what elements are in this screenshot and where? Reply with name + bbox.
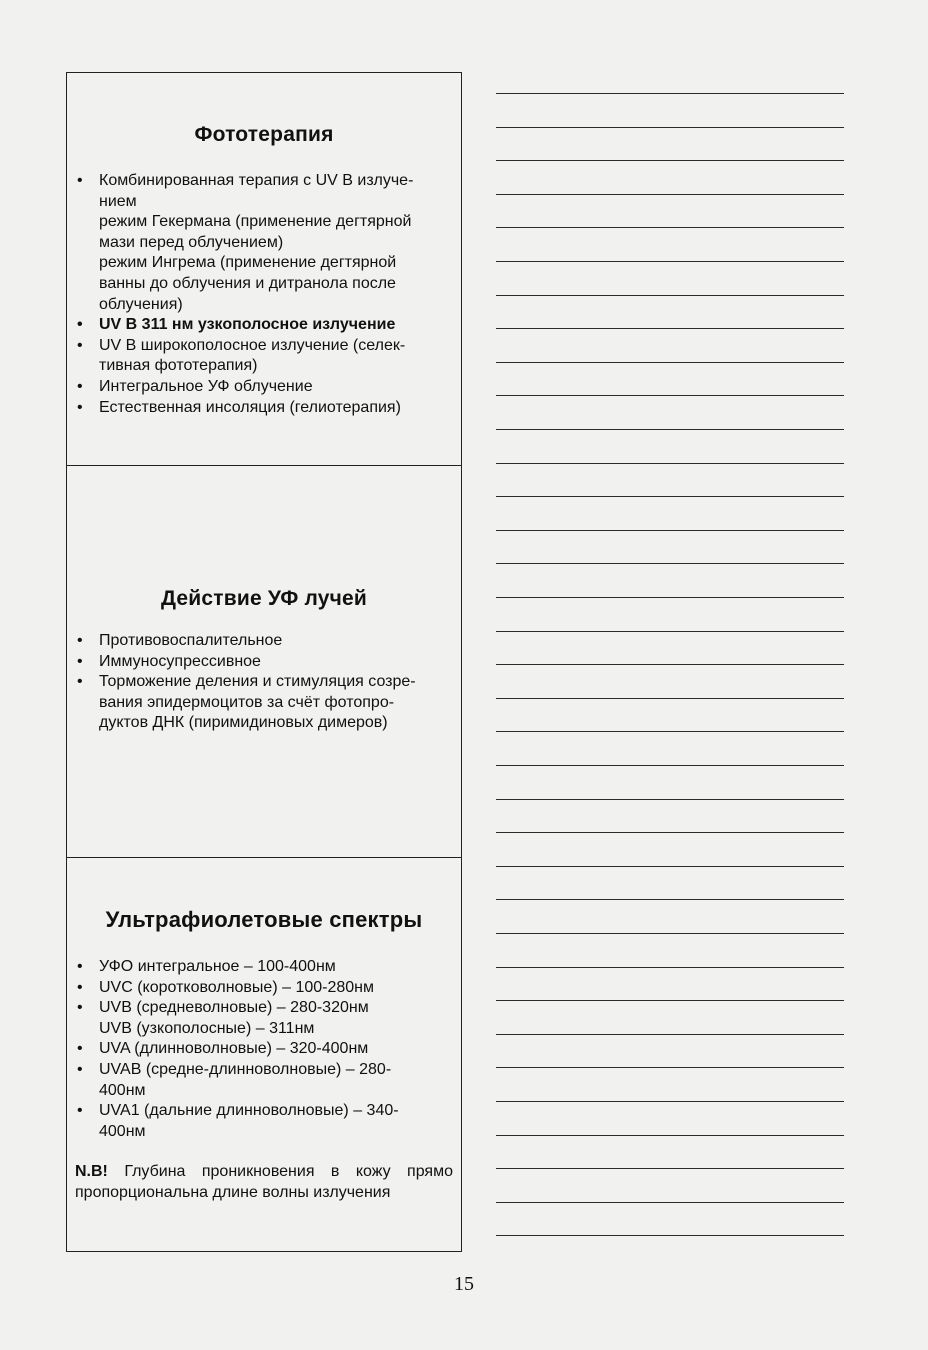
ruled-line xyxy=(496,295,844,296)
ruled-line xyxy=(496,967,844,968)
nb-note xyxy=(75,1162,453,1203)
list-item-line: режим Гекермана (применение дегтярной xyxy=(99,213,412,231)
list-item-line: дуктов ДНК (пиримидиновых димеров) xyxy=(99,714,388,732)
list-item-line: • UVAB (средне-длинноволновые) – 280- xyxy=(99,1060,392,1078)
ruled-line xyxy=(496,1067,844,1068)
list-item xyxy=(75,336,453,377)
list-item-line: • Интегральное УФ облучение xyxy=(99,377,313,395)
content-panel xyxy=(66,72,462,1252)
ruled-line xyxy=(496,799,844,800)
uv-action-list xyxy=(67,631,461,734)
list-item xyxy=(75,1039,453,1060)
ruled-line xyxy=(496,1135,844,1136)
ruled-notes-area xyxy=(496,93,844,1243)
ruled-line xyxy=(496,261,844,262)
list-item-line: • UVA (длинноволновые) – 320-400нм xyxy=(99,1040,369,1058)
list-item-line: вания эпидермоцитов за счёт фотопро- xyxy=(99,693,395,711)
list-item-line: • UVB (средневолновые) – 280-320нм xyxy=(99,999,369,1017)
ruled-line xyxy=(496,1101,844,1102)
list-item-line: • Естественная инсоляция (гелиотерапия) xyxy=(99,398,401,416)
ruled-line xyxy=(496,563,844,564)
list-item-line: режим Ингрема (применение дегтярной xyxy=(99,254,397,272)
section-uv-spectra xyxy=(67,857,461,1253)
list-item xyxy=(75,315,453,336)
ruled-line xyxy=(496,765,844,766)
list-item xyxy=(75,1060,453,1101)
list-item xyxy=(75,978,453,999)
ruled-line xyxy=(496,160,844,161)
list-item-line: • UV В 311 нм узкополосное излучение xyxy=(99,316,396,334)
ruled-line xyxy=(496,395,844,396)
list-item-line: • UVC (коротковолновые) – 100-280нм xyxy=(99,978,374,996)
list-item-line: UVB (узкополосные) – 311нм xyxy=(99,1019,315,1037)
list-item-line: мази перед облучением) xyxy=(99,233,284,251)
ruled-line xyxy=(496,1034,844,1035)
ruled-line xyxy=(496,194,844,195)
list-item xyxy=(75,631,453,652)
list-item-line: нием xyxy=(99,192,137,210)
ruled-line xyxy=(496,1168,844,1169)
list-item xyxy=(75,672,453,734)
list-item-line: • Противовоспалительное xyxy=(99,632,283,649)
ruled-line xyxy=(496,698,844,699)
ruled-line xyxy=(496,463,844,464)
nb-text: Глубина проникновения в кожу прямо пропорциональна длине волны излучения xyxy=(75,1163,453,1201)
ruled-line xyxy=(496,93,844,94)
ruled-line xyxy=(496,328,844,329)
ruled-line xyxy=(496,597,844,598)
ruled-line xyxy=(496,429,844,430)
ruled-line xyxy=(496,1202,844,1203)
list-item xyxy=(75,377,453,398)
ruled-line xyxy=(496,866,844,867)
ruled-line xyxy=(496,832,844,833)
ruled-line xyxy=(496,227,844,228)
list-item xyxy=(75,1101,453,1142)
list-item-line: • Комбинированная терапия с UV В излуче- xyxy=(99,172,414,189)
ruled-line xyxy=(496,933,844,934)
section-title-uv-spectra: Ультрафиолетовые спектры xyxy=(105,907,423,932)
list-item-line: ванны до облучения и дитранола после xyxy=(99,274,396,292)
ruled-line xyxy=(496,530,844,531)
list-item-line: • Иммуносупрессивное xyxy=(99,652,261,670)
ruled-line xyxy=(496,496,844,497)
list-item-line: • UV В широкополосное излучение (селек- xyxy=(99,336,406,354)
section-title-uv-action: Действие УФ лучей xyxy=(160,587,368,610)
section-phototherapy xyxy=(67,73,461,465)
list-item xyxy=(75,957,453,978)
section-uv-action xyxy=(67,465,461,857)
list-item xyxy=(75,998,453,1039)
ruled-line xyxy=(496,1000,844,1001)
list-item xyxy=(75,398,453,419)
list-item-line: облучения) xyxy=(99,295,183,313)
uv-spectra-list xyxy=(67,957,461,1142)
section-title-phototherapy: Фототерапия xyxy=(194,123,334,146)
ruled-line xyxy=(496,899,844,900)
ruled-line xyxy=(496,631,844,632)
ruled-line xyxy=(496,664,844,665)
phototherapy-list xyxy=(67,171,461,418)
list-item-line: • UVA1 (дальние длинноволновые) – 340- xyxy=(99,1102,399,1120)
ruled-line xyxy=(496,127,844,128)
ruled-line xyxy=(496,362,844,363)
ruled-line xyxy=(496,731,844,732)
list-item xyxy=(75,652,453,673)
list-item-line: • Торможение деления и стимуляция созре- xyxy=(99,673,416,691)
list-item-line: 400нм xyxy=(99,1122,146,1140)
page-number: 15 xyxy=(454,1273,474,1295)
nb-label: N.B! xyxy=(75,1163,108,1181)
list-item xyxy=(75,171,453,315)
list-item-line: 400нм xyxy=(99,1081,146,1099)
list-item-line: • УФО интегральное – 100-400нм xyxy=(99,958,336,975)
ruled-line xyxy=(496,1235,844,1236)
list-item-line: тивная фототерапия) xyxy=(99,357,258,375)
